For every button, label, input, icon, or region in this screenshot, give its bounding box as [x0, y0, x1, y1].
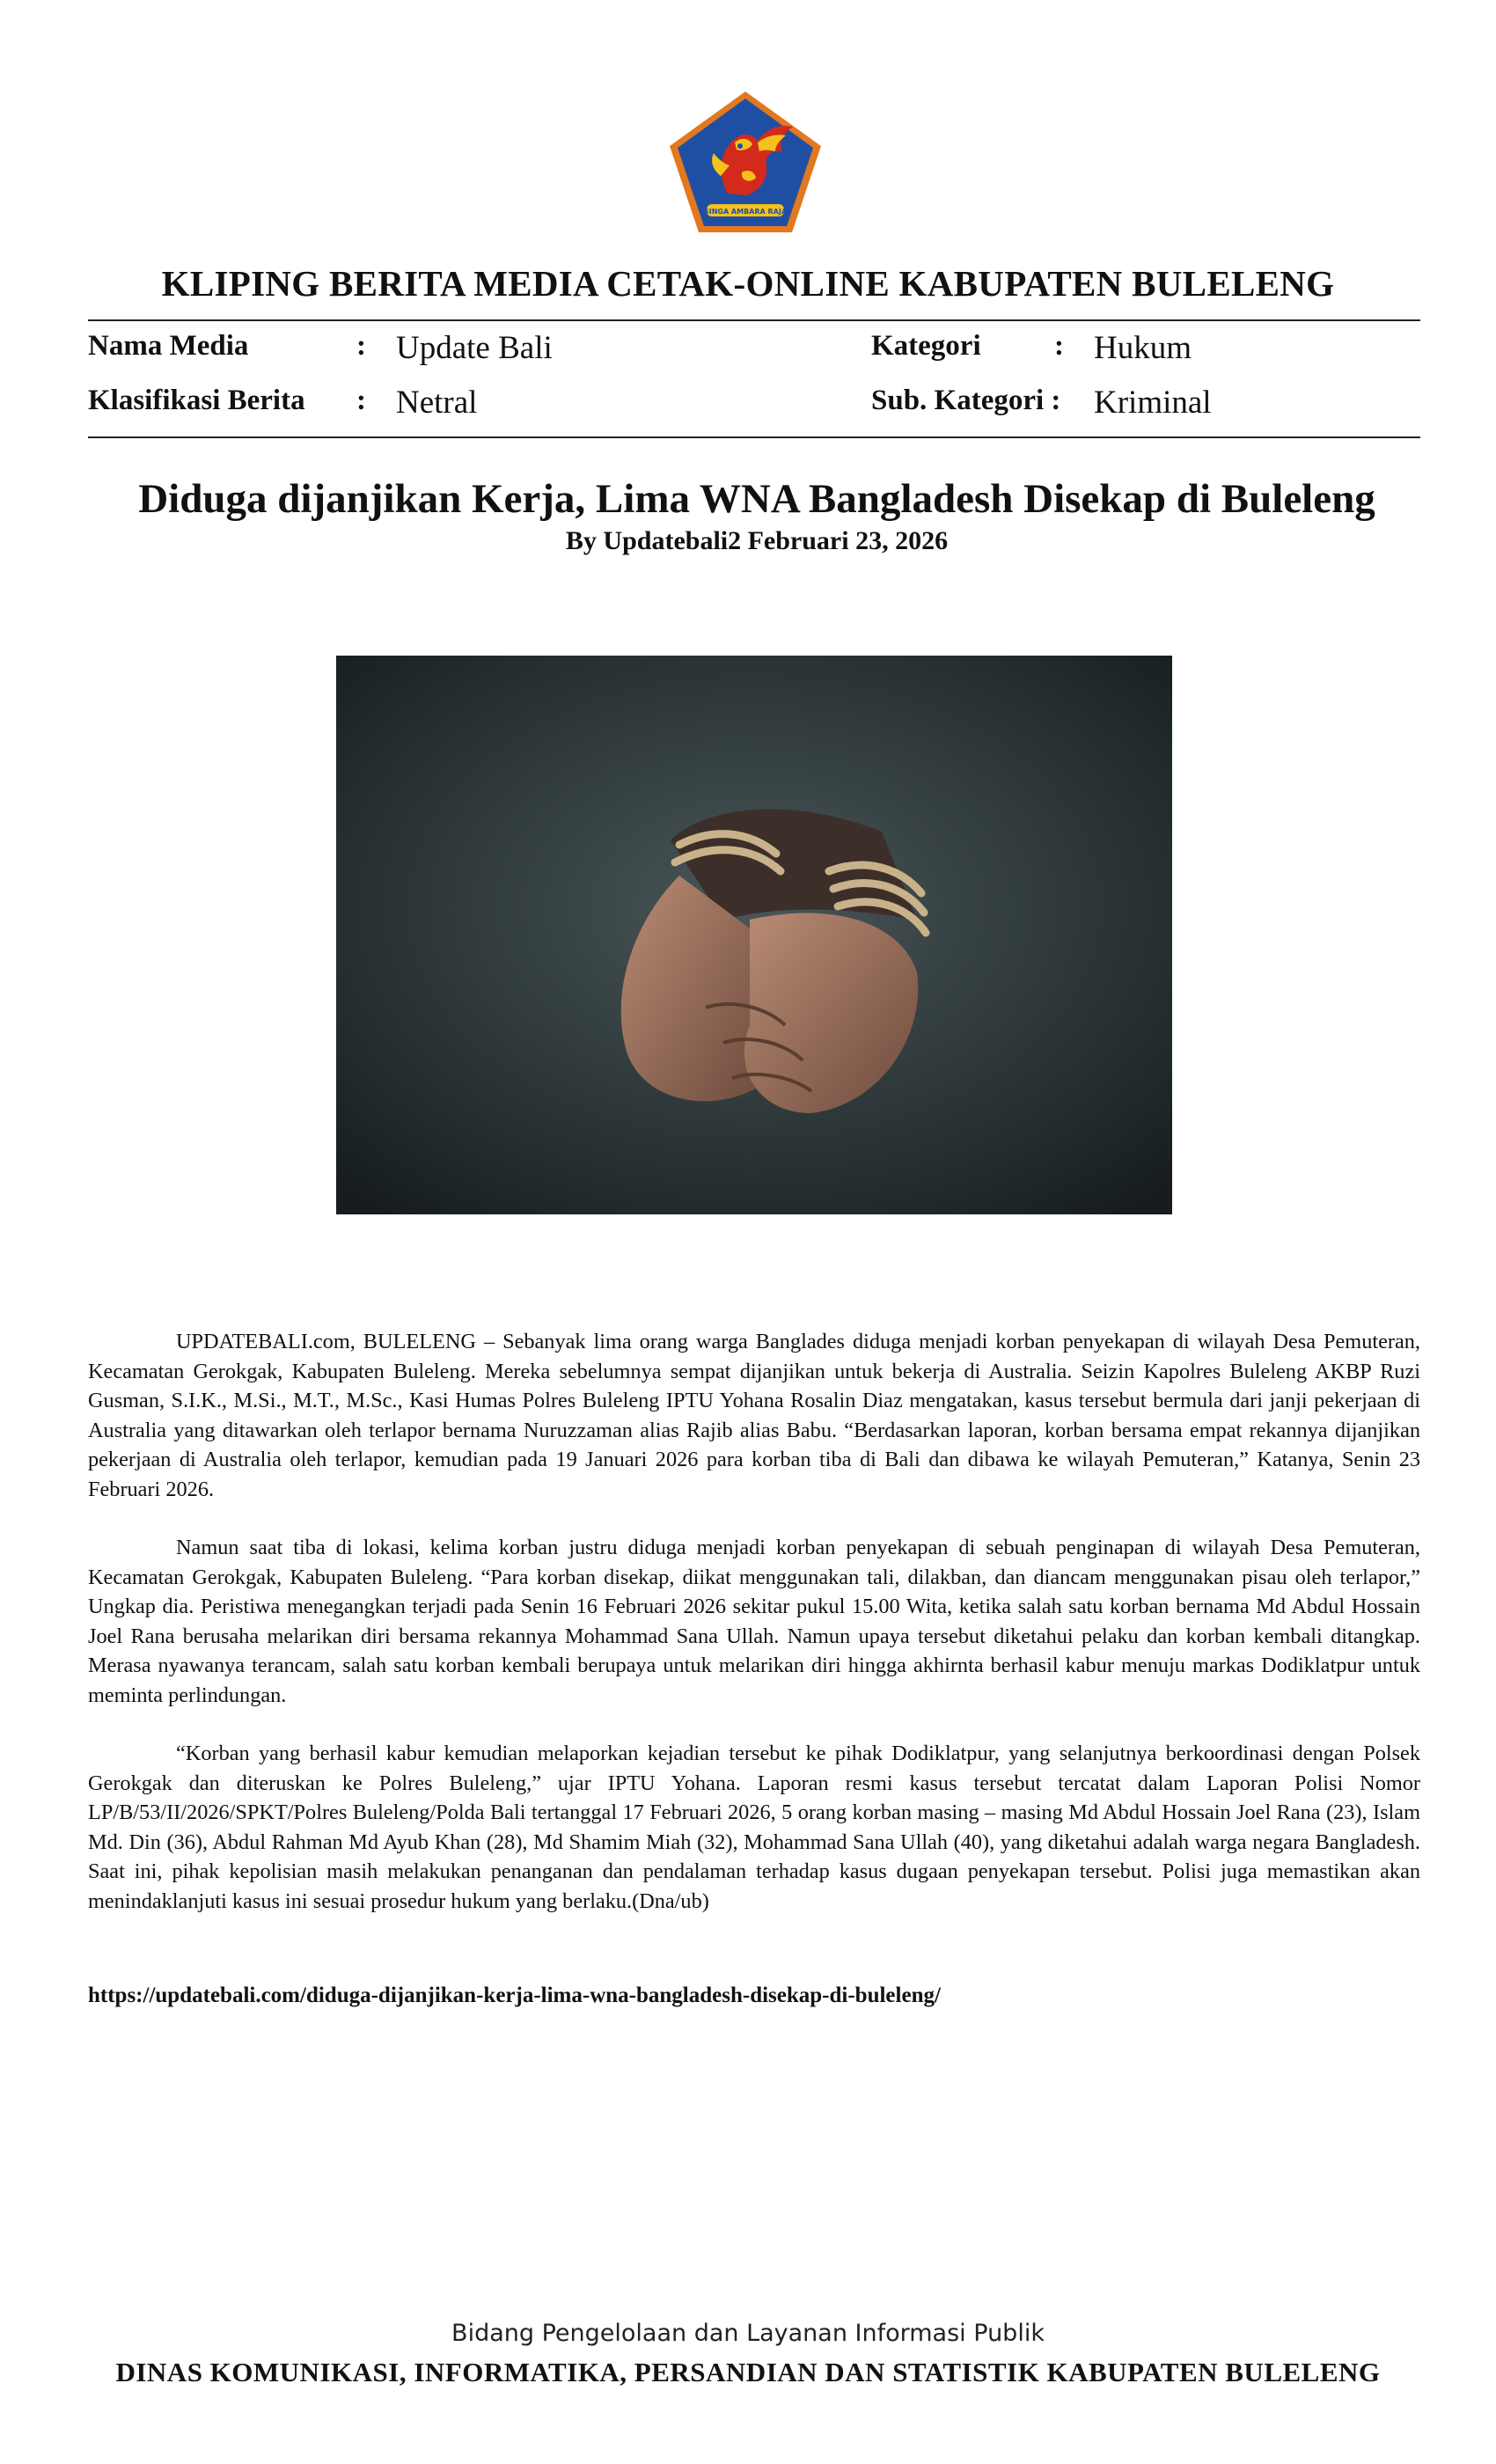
article-paragraph: UPDATEBALI.com, BULELENG – Sebanyak lima orang warga Banglades diduga menjadi korban penyekapan di wilayah Desa Pemuteran, Kecamatan Gerokgak, Kabupaten Buleleng. Mereka sebelumnya sempat dijanjikan untuk bekerja di Australia. Seizin Kapolres Buleleng AKBP Ruzi Gusman, S.I.K., M.Si., M.T., M.Sc., Kasi Humas Polres Buleleng IPTU Yohana Rosalin Diaz mengatakan, kasus tersebut bermula dari janji pekerjaan di Australia yang ditawarkan oleh terlapor bernama Nuruzzaman alias Rajib alias Babu. “Berdasarkan laporan, korban bersama empat rekannya dijanjikan pekerjaan di Australia oleh terlapor, kemudian pada 19 Januari 2026 para korban tiba di Bali dan dibawa ke wilayah Pemuteran,” Katanya, Senin 23 Februari 2026. [88, 1330, 1420, 1501]
article-paragraph: Namun saat tiba di lokasi, kelima korban justru diduga menjadi korban penyekapan di sebuah penginapan di wilayah Desa Pemuteran, Kecamatan Gerokgak, Kabupaten Buleleng. “Para korban disekap, diikat menggunakan tali, dilakban, dan diancam menggunakan pisau oleh terlapor,” Ungkap dia. Peristiwa menegangkan terjadi pada Senin 16 Februari 2026 sekitar pukul 15.00 Wita, ketika salah satu korban bernama Md Abdul Hossain Joel Rana berusaha melarikan diri bersama rekannya Mohammad Sana Ullah. Namun upaya tersebut diketahui pelaku dan korban kembali ditangkap. Merasa nyawanya terancam, salah satu korban kembali berupaya untuk melarikan diri hingga akhirnta berhasil kabur menuju markas Dodiklatpur untuk meminta perlindungan. [88, 1536, 1420, 1707]
source-url-link[interactable]: https://updatebali.com/diduga-dijanjikan-kerja-lima-wna-bangladesh-disekap-di-buleleng/ [88, 1984, 941, 2007]
footer-department: Bidang Pengelolaan dan Layanan Informasi Publik [451, 2320, 1045, 2347]
buleleng-emblem-logo [666, 88, 825, 236]
kategori-colon: : [1054, 330, 1064, 362]
logo-motto: SINGA AMBARA RAJA [703, 208, 788, 216]
nama-media-label: Nama Media [88, 330, 249, 362]
nama-media-value: Update Bali [396, 330, 553, 366]
sub-kategori-label: Sub. Kategori : [871, 385, 1061, 416]
page-title: KLIPING BERITA MEDIA CETAK-ONLINE KABUPATEN BULELENG [161, 263, 1335, 304]
article-photo [336, 656, 1172, 1214]
footer-agency: DINAS KOMUNIKASI, INFORMATIKA, PERSANDIAN DAN STATISTIK KABUPATEN BULELENG [115, 2357, 1381, 2387]
sub-kategori-value: Kriminal [1094, 385, 1212, 421]
article-paragraph: “Korban yang berhasil kabur kemudian melaporkan kejadian tersebut ke pihak Dodiklatpur, yang selanjutnya berkoordinasi dengan Polsek Gerokgak dan diteruskan ke Polres Buleleng,” ujar IPTU Yohana. Laporan resmi kasus tersebut tercatat dalam Laporan Polisi Nomor LP/B/53/II/2026/SPKT/Polres Buleleng/Polda Bali tertanggal 17 Februari 2026, 5 orang korban masing – masing Md Abdul Hossain Joel Rana (23), Islam Md. Din (36), Abdul Rahman Md Ayub Khan (28), Md Shamim Miah (32), Mohammad Sana Ullah (40), yang diketahui adalah warga negara Bangladesh. Saat ini, pihak kepolisian masih melakukan penanganan dan pendalaman terhadap kasus dugaan penyekapan tersebut. Polisi juga memastikan akan menindaklanjuti kasus ini sesuai prosedur hukum yang berlaku.(Dna/ub) [88, 1742, 1420, 1913]
klasifikasi-colon: : [356, 385, 366, 416]
article-body [88, 1327, 1420, 1945]
header-divider-top [88, 319, 1420, 321]
nama-media-colon: : [356, 330, 366, 362]
header-divider-bottom [88, 436, 1420, 438]
article-byline: By Updatebali2 Februari 23, 2026 [565, 526, 949, 555]
kategori-value: Hukum [1094, 330, 1192, 366]
klasifikasi-label: Klasifikasi Berita [88, 385, 305, 416]
kategori-label: Kategori [871, 330, 981, 362]
article-headline: Diduga dijanjikan Kerja, Lima WNA Bangladesh Disekap di Buleleng [138, 476, 1375, 522]
klasifikasi-value: Netral [396, 385, 478, 421]
